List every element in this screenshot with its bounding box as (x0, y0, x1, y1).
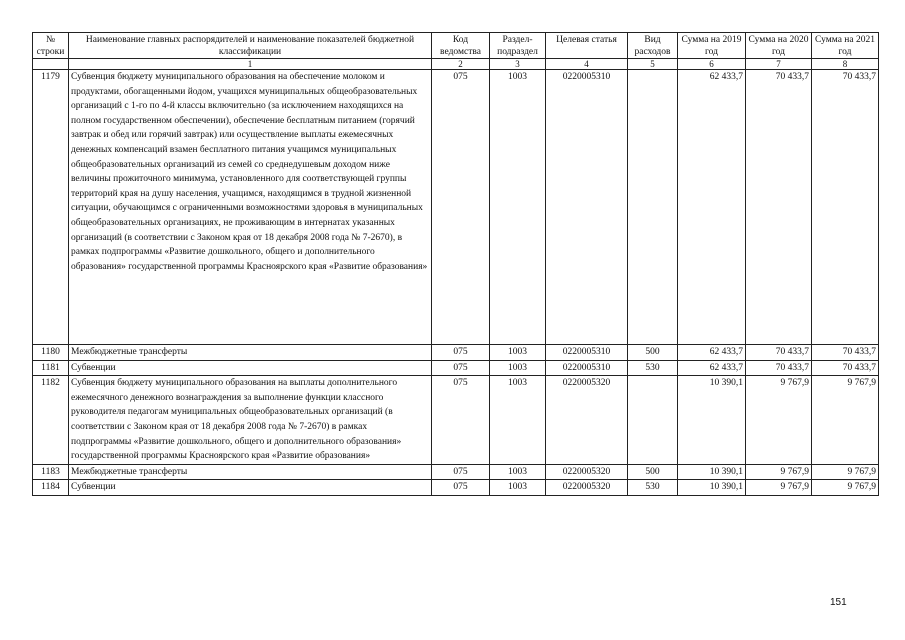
row-section: 1003 (490, 345, 546, 361)
header-expense-type: Вид расходов (628, 33, 678, 59)
column-number: 6 (678, 59, 746, 70)
row-dept-code: 075 (432, 345, 490, 361)
header-sum-2020: Сумма на 2020 год (746, 33, 812, 59)
row-sum-2020: 70 433,7 (746, 345, 812, 361)
column-number: 8 (812, 59, 879, 70)
row-sum-2021: 70 433,7 (812, 345, 879, 361)
row-name: Межбюджетные трансферты (69, 464, 432, 480)
column-number-row (33, 59, 879, 70)
header-section: Раздел- подраздел (490, 33, 546, 59)
table-row (33, 480, 879, 496)
row-dept-code: 075 (432, 480, 490, 496)
row-section: 1003 (490, 70, 546, 345)
row-target-item: 0220005320 (546, 376, 628, 465)
row-number: 1180 (33, 345, 69, 361)
header-target-item: Целевая статья (546, 33, 628, 59)
row-sum-2021: 70 433,7 (812, 360, 879, 376)
row-expense-type (628, 70, 678, 345)
header-name: Наименование главных распорядителей и наименование показателей бюджетной классификации (69, 33, 432, 59)
table-row (33, 376, 879, 465)
table-row (33, 360, 879, 376)
row-sum-2019: 10 390,1 (678, 376, 746, 465)
header-sum-2019: Сумма на 2019 год (678, 33, 746, 59)
row-sum-2019: 10 390,1 (678, 480, 746, 496)
row-name: Субвенции (69, 480, 432, 496)
column-number: 1 (69, 59, 432, 70)
row-name: Субвенции (69, 360, 432, 376)
column-number (33, 59, 69, 70)
row-dept-code: 075 (432, 464, 490, 480)
row-sum-2019: 62 433,7 (678, 70, 746, 345)
row-target-item: 0220005310 (546, 360, 628, 376)
row-expense-type: 530 (628, 480, 678, 496)
row-target-item: 0220005320 (546, 480, 628, 496)
row-name: Субвенция бюджету муниципального образования на обеспечение молоком и продуктами, обогащенными йодом, учащихся муниципальных общеобразовательных организаций с 1-го по 4-й классы включительно (за исключением находящихся на полном государственном обеспечении), обеспечение бесплатным питанием (горячий завтрак и обед или горячий завтрак) или осуществление выплаты ежемесячных денежных компенсаций взамен бесплатного питания учащимся муниципальных общеобразовательных организаций из семей со среднедушевым доходом ниже величины прожиточного минимума, установленного для соответствующей группы территорий края на душу населения, учащимся, находящимся в трудной жизненной ситуации, обучающимся с ограниченными возможностями здоровья в муниципальных общеобразовательных организациях, не проживающим в интернатах указанных организаций (в соответствии с Законом края от 18 декабря 2008 года № 7-2670), в рамках подпрограммы «Развитие дошкольного, общего и дополнительного образования» государственной программы Красноярского края «Развитие образования» (69, 70, 432, 345)
table-row (33, 345, 879, 361)
row-dept-code: 075 (432, 70, 490, 345)
header-row-no: № строки (33, 33, 69, 59)
budget-table (32, 32, 879, 496)
row-sum-2021: 9 767,9 (812, 464, 879, 480)
column-number: 2 (432, 59, 490, 70)
row-expense-type: 530 (628, 360, 678, 376)
row-name: Субвенция бюджету муниципального образования на выплаты дополнительного ежемесячного денежного вознаграждения за выполнение функции классного руководителя педагогам муниципальных общеобразовательных организаций (в соответствии с Законом края от 18 декабря 2008 года № 7-2670) в рамках подпрограммы «Развитие дошкольного, общего и дополнительного образования» государственной программы Красноярского края «Развитие образования» (69, 376, 432, 465)
row-section: 1003 (490, 360, 546, 376)
row-name: Межбюджетные трансферты (69, 345, 432, 361)
row-sum-2020: 70 433,7 (746, 360, 812, 376)
row-target-item: 0220005320 (546, 464, 628, 480)
row-target-item: 0220005310 (546, 345, 628, 361)
row-expense-type: 500 (628, 464, 678, 480)
row-sum-2020: 9 767,9 (746, 464, 812, 480)
row-expense-type: 500 (628, 345, 678, 361)
row-target-item: 0220005310 (546, 70, 628, 345)
row-sum-2020: 9 767,9 (746, 376, 812, 465)
row-number: 1179 (33, 70, 69, 345)
header-dept-code: Код ведомства (432, 33, 490, 59)
column-number: 3 (490, 59, 546, 70)
row-number: 1184 (33, 480, 69, 496)
row-section: 1003 (490, 480, 546, 496)
table-row (33, 70, 879, 345)
row-sum-2021: 9 767,9 (812, 376, 879, 465)
column-number: 7 (746, 59, 812, 70)
row-number: 1182 (33, 376, 69, 465)
row-number: 1183 (33, 464, 69, 480)
column-number: 5 (628, 59, 678, 70)
column-number: 4 (546, 59, 628, 70)
row-expense-type (628, 376, 678, 465)
row-sum-2020: 70 433,7 (746, 70, 812, 345)
header-row (33, 33, 879, 59)
row-dept-code: 075 (432, 376, 490, 465)
row-sum-2019: 10 390,1 (678, 464, 746, 480)
row-sum-2021: 70 433,7 (812, 70, 879, 345)
row-section: 1003 (490, 376, 546, 465)
row-sum-2019: 62 433,7 (678, 345, 746, 361)
row-dept-code: 075 (432, 360, 490, 376)
page-number: 151 (830, 597, 847, 608)
header-sum-2021: Сумма на 2021 год (812, 33, 879, 59)
row-section: 1003 (490, 464, 546, 480)
row-number: 1181 (33, 360, 69, 376)
row-sum-2020: 9 767,9 (746, 480, 812, 496)
table-row (33, 464, 879, 480)
row-sum-2021: 9 767,9 (812, 480, 879, 496)
row-sum-2019: 62 433,7 (678, 360, 746, 376)
